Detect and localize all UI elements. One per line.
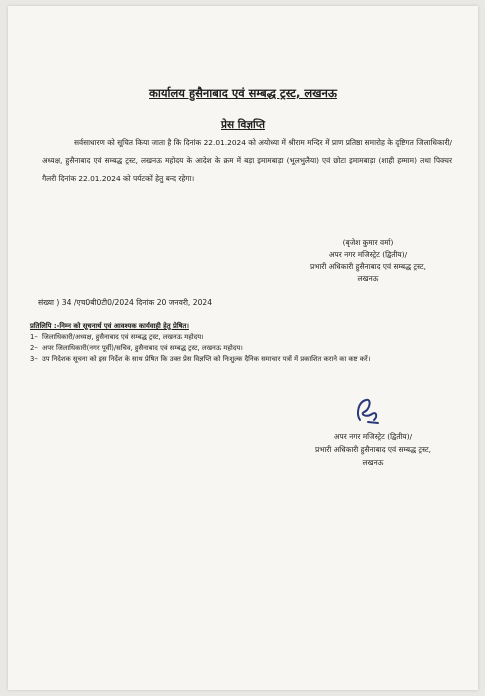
copy-item-number: 3–	[30, 355, 38, 363]
document-page	[8, 6, 478, 690]
copy-item-text: उप निदेशक सूचना को इस निर्देश के साथ प्रेषित कि उक्त प्रेस विज्ञप्ति को निःशुल्क दैनिक समाचार पत्रों में प्रकाशित कराने का कष्ट करें।	[42, 355, 371, 363]
signature-block-2	[273, 430, 473, 469]
signatory-city: लखनऊ	[362, 458, 384, 467]
copy-item	[30, 354, 470, 365]
copy-list	[30, 321, 470, 365]
signatory-city: लखनऊ	[357, 274, 379, 283]
copy-item-number: 2–	[30, 344, 38, 352]
signatory-officer: प्रभारी अधिकारी हुसैनाबाद एवं सम्बद्ध ट्रस्ट,	[309, 262, 427, 271]
signatory-officer: प्रभारी अधिकारी हुसैनाबाद एवं सम्बद्ध ट्रस्ट,	[314, 445, 432, 454]
notice-text: सर्वसाधारण को सूचित किया जाता है कि दिनांक 22.01.2024 को अयोध्या में श्रीराम मन्दिर में प्राण प्रतिष्ठा समारोह के दृष्टिगत जिलाधिकारी/अध्यक्ष, हुसैनाबाद एवं सम्बद्ध ट्रस्ट, लखनऊ महोदय के आदेश के क्रम में बड़ा इमामबाड़ा (भूलभुलैया) एवं छोटा इमामबाड़ा (शाही हम्माम) तथा पिक्चर गैलरी दिनांक 22.01.2024 को पर्यटकों हेतु बन्द रहेगा।	[42, 138, 452, 183]
press-release-heading: प्रेस विज्ञप्ति	[221, 119, 265, 131]
signatory-designation: अपर नगर मजिस्ट्रेट (द्वितीय)/	[328, 250, 408, 259]
reference-number: संख्या ) 34 /एच0बी0टी0/2024 दिनांक 20 जनवरी, 2024	[38, 298, 213, 307]
copy-item-text: जिलाधिकारी/अध्यक्ष, हुसैनाबाद एवं सम्बद्ध ट्रस्ट, लखनऊ महोदय।	[42, 333, 204, 341]
notice-paragraph	[42, 134, 452, 188]
signatory-designation: अपर नगर मजिस्ट्रेट (द्वितीय)/	[333, 432, 413, 441]
copy-item-number: 1–	[30, 333, 38, 341]
office-title: कार्यालय हुसैनाबाद एवं सम्बद्ध ट्रस्ट, लखनऊ	[149, 86, 337, 100]
copy-item	[30, 343, 470, 354]
copy-item-text: अपर जिलाधिकारी(नगर पूर्वी)/सचिव, हुसैनाबाद एवं सम्बद्ध ट्रस्ट, लखनऊ महोदय।	[42, 344, 243, 352]
signature-block-1	[263, 237, 473, 285]
handwritten-signature	[348, 392, 388, 428]
copy-heading: प्रतिलिपि :-निम्न को सूचनार्थ एवं आवश्यक कार्यवाही हेतु प्रेषित।	[30, 322, 189, 330]
copy-item	[30, 332, 470, 343]
signatory-name: (बृजेश कुमार वर्मा)	[342, 238, 394, 247]
